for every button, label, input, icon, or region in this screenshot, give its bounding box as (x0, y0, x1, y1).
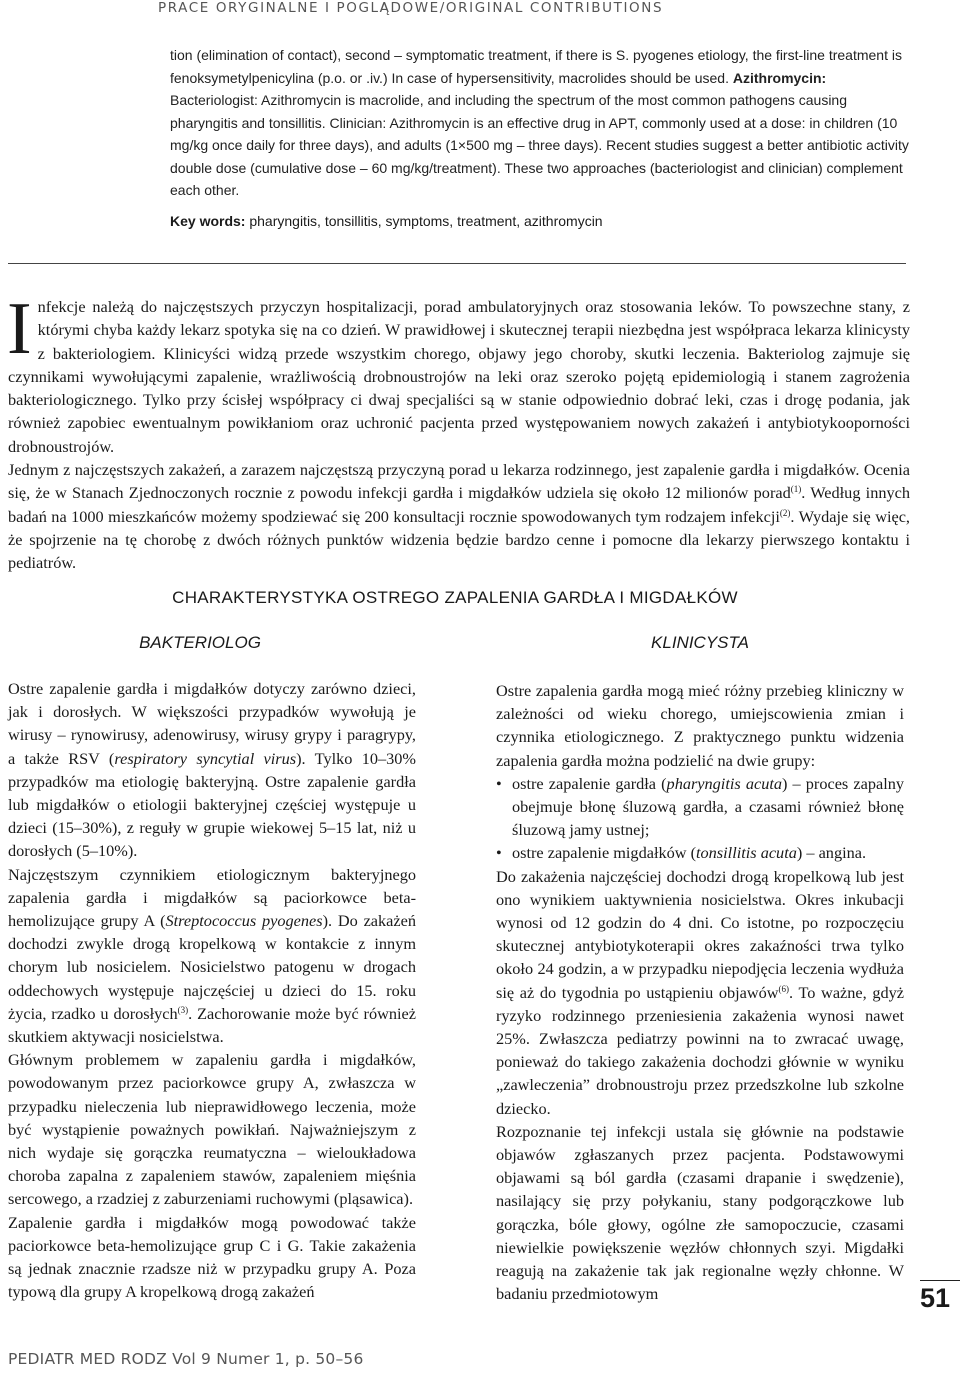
left-p2-italic: Streptococcus pyogenes (165, 911, 323, 931)
bacteriologist-heading: BAKTERIOLOG (139, 633, 261, 652)
running-header: PRACE ORYGINALNE I POGLĄDOWE/ORIGINAL CONTRIBUTIONS (158, 0, 664, 16)
left-paragraph-1 (8, 677, 416, 863)
introduction (7, 288, 911, 575)
left-p2-b: ). Do zakażeń dochodzi zwykle drogą kropelkową w kontakcie z innym chorym lub nosicielem. Nosicielstwo patogenu w drogach oddechowych występuje najczęściej u dzieci do 15. roku życia, rzadko u dorosłych (8, 911, 416, 1023)
bullet-1-b: ) – proces zapalny obejmuje błonę śluzową gardła, a czasami również błonę śluzową jamy ustnej; (512, 773, 905, 840)
right-paragraph-3: Rozpoznanie tej infekcji ustala się głównie na podstawie objawów zgłaszanych przez pacjenta. Podstawowymi objawami są ból gardła (czasami drapanie i swędzenie), nasilający się przy połykaniu, stany podgorączkowe lub gorączka, bóle głowy, ogólne złe samopoczucie, czasami niewielkie powiększenie węzłów chłonnych szyi. Migdałki reagują na zakażenie tak jak regionalne węzły chłonne. W badaniu przedmiotowym (496, 1121, 904, 1304)
clinician-column (496, 679, 904, 1305)
bullet-2-b: ) – angina. (796, 843, 867, 863)
abstract-text (170, 44, 910, 202)
clinician-heading: KLINICYSTA (651, 633, 749, 652)
right-p2-b: . To ważne, gdyż ryzyko rodzinnego przeniesienia zakażenia wynosi nawet 25%. Zwłaszcza pediatrzy powinni na to zwracać uwagę, ponieważ do takiego zakażenia dochodzi głównie w wyniku „zawleczenia” drobnoustroju przez przedszkolne lub szkolne dziecko. (496, 982, 904, 1118)
bullet-icon: • (496, 843, 502, 863)
left-p2-c: . Zachorowanie może być również skutkiem aktywacji nosicielstwa. (8, 1003, 416, 1047)
right-paragraph-2 (496, 865, 904, 1120)
bullet-1-a: ostre zapalenie gardła ( (512, 773, 667, 793)
left-p1-italic: respiratory syncytial virus (114, 748, 297, 768)
bullet-2-italic: tonsillitis acuta (696, 843, 797, 863)
bullet-1-italic: pharyngitis acuta (666, 773, 782, 793)
intro-paragraph-2 (8, 458, 910, 574)
left-paragraph-4: Zapalenie gardła i migdałków mogą powodować także paciorkowce beta-hemolizujące grup C i G. Takie zakażenia są jednak znacznie rzadsze niż w przypadku grupy A. Poza typową dla grupy A kropelkową drogą zakażeń (8, 1212, 416, 1302)
intro-p1-text: nfekcje należą do najczęstszych przyczyn hospitalizacji, porad ambulatoryjnych oraz stosowania leków. To powszechne stany, z którymi chyba każdy lekarz spotyka się na co dzień. W prawidłowej i skutecznej terapii niezbędna jest współpraca lekarza klinicysty z bakteriologiem. Klinicyści widzą przede wszystkim chorego, objawy jego choroby, skutki leczenia. Bakteriolog zajmuje się czynnikami wywołującymi zapalenie, wrażliwością drobnoustrojów na leki oraz szeroko pojętą epidemiologią i stanem zagrożenia bakteriologicznego. Tylko przy ścisłej współpracy ci dwaj specjaliści są w stanie odpowiednio dobrać leki, czas i drogę podania, jak również zapobiec ewentualnym powikłaniom oraz uchronić pacjenta przed występowaniem nowych zakażeń i antybiotykooporności drobnoustrojów. (8, 297, 910, 456)
left-paragraph-2 (8, 863, 416, 1049)
bullet-item-2 (496, 841, 904, 864)
footer-citation: PEDIATR MED RODZ Vol 9 Numer 1, p. 50–56 (8, 1350, 364, 1368)
left-p1-b: ). Tylko 10–30% przypadków ma etiologię bakteryjną. Ostre zapalenie gardła lub migdałków o etiologii bakteryjnej częściej występuje u dzieci (15–30%), z reguły w grupie wiekowej 5–15 lat, niż u dorosłych (5–10%). (8, 748, 416, 861)
keywords-text: pharyngitis, tonsillitis, symptoms, treatment, azithromycin (245, 213, 603, 229)
section-title: CHARAKTERYSTYKA OSTREGO ZAPALENIA GARDŁA I MIGDAŁKÓW (172, 588, 738, 607)
left-paragraph-3: Głównym problemem w zapaleniu gardła i migdałków, powodowanym przez paciorkowce grupy A, zwłaszcza w przypadku nieleczenia lub nieprawidłowego leczenia, może być wystąpienie poważnych powikłań. Najważniejszym z nich wydaje się gorączka reumatyczna – wieloukładowa choroba zapalna z zapaleniem stawów, zapaleniem mięśnia sercowego, a rzadziej z zaburzeniami ruchowymi (pląsawica). (8, 1050, 416, 1209)
intro-p2-text-b: . Według innych badań na 1000 mieszkańców możemy spodziewać się 200 konsultacji rocznie spowodowanych tym rodzajem infekcji (8, 483, 910, 526)
page-number: 51 (920, 1280, 960, 1314)
intro-p2-text-a: Jednym z najczęstszych zakażeń, a zarazem najczęstszą przyczyną porad u lekarza rodzinnego, jest zapalenie gardła i migdałków. Ocenia się, że w Stanach Zjednoczonych rocznie z powodu infekcji gardła i migdałków udziela się około 12 milionów porad (8, 460, 910, 503)
bullet-2-a: ostre zapalenie migdałków ( (512, 843, 696, 863)
bullet-item-1 (496, 772, 904, 842)
keywords (170, 210, 910, 232)
azithromycin-text: Bacteriologist: Azithromycin is macrolide, and including the spectrum of the most common pathogens causing pharyngitis and tonsillitis. Clinician: Azithromycin is an effective drug in APT, commonly used at a dose: in children (10 mg/kg once daily for three days), and adults (1×500 mg – three days). Recent studies suggest a better antibiotic activity double dose (cumulative dose – 60 mg/kg/treatment). These two approaches (bacteriologist and clinician) complement each other. (170, 92, 909, 198)
reference-3: (3) (177, 1004, 189, 1015)
right-paragraph-1: Ostre zapalenia gardła mogą mieć różny przebieg kliniczny w zależności od wieku chorego, umiejscowienia zmian i czynnika etiologicznego. Z praktycznego punktu widzenia zapalenia gardła można podzielić na dwie grupy: (496, 681, 904, 770)
abstract-line: tion (elimination of contact), second – symptomatic treatment, if there is S. pyogenes etiology, the first-line treatment is fenoksymetylpenicylina (p.o. or .iv.) In case of hypersensitivity, macrolides should be used. (170, 47, 902, 86)
divider (8, 263, 906, 264)
bacteriologist-column (8, 677, 416, 1303)
drop-cap: I (7, 288, 32, 370)
intro-paragraph-1 (7, 288, 910, 458)
reference-1: (1) (790, 484, 802, 495)
keywords-label: Key words: (170, 213, 246, 229)
left-p2-a: Najczęstszym czynnikiem etiologicznym bakteryjnego zapalenia gardła i migdałków są paciorkowce beta-hemolizujące grupy A ( (8, 864, 416, 931)
reference-2: (2) (779, 507, 791, 518)
azithromycin-label: Azithromycin: (732, 69, 827, 86)
reference-6: (6) (778, 983, 790, 994)
abstract (170, 44, 910, 202)
bullet-icon: • (496, 773, 502, 793)
right-p2-a: Do zakażenia najczęściej dochodzi drogą kropelkową lub jest ono wynikiem uaktywnienia nosicielstwa. Okres inkubacji wynosi od 12 godzin do 4 dni. Co istotne, po rozpoczęciu skutecznej antybiotykoterapii okres zakaźności trwa tylko około 24 godzin, a w przypadku niepodjęcia leczenia wydłuża się aż do tygodnia po ustąpieniu objawów (496, 866, 904, 1002)
left-p1-a: Ostre zapalenie gardła i migdałków dotyczy zarówno dzieci, jak i dorosłych. W większości przypadków wywołują je wirusy – rynowirusy, adenowirusy, wirusy grypy i paragrypy, a także RSV ( (8, 679, 416, 768)
intro-p2-text-c: . Wydaje się więc, że spojrzenie na tę chorobę z dwóch różnych punktów widzenia będzie bardzo cenne i pomocne dla lekarzy pierwszego kontaktu i pediatrów. (8, 506, 911, 573)
